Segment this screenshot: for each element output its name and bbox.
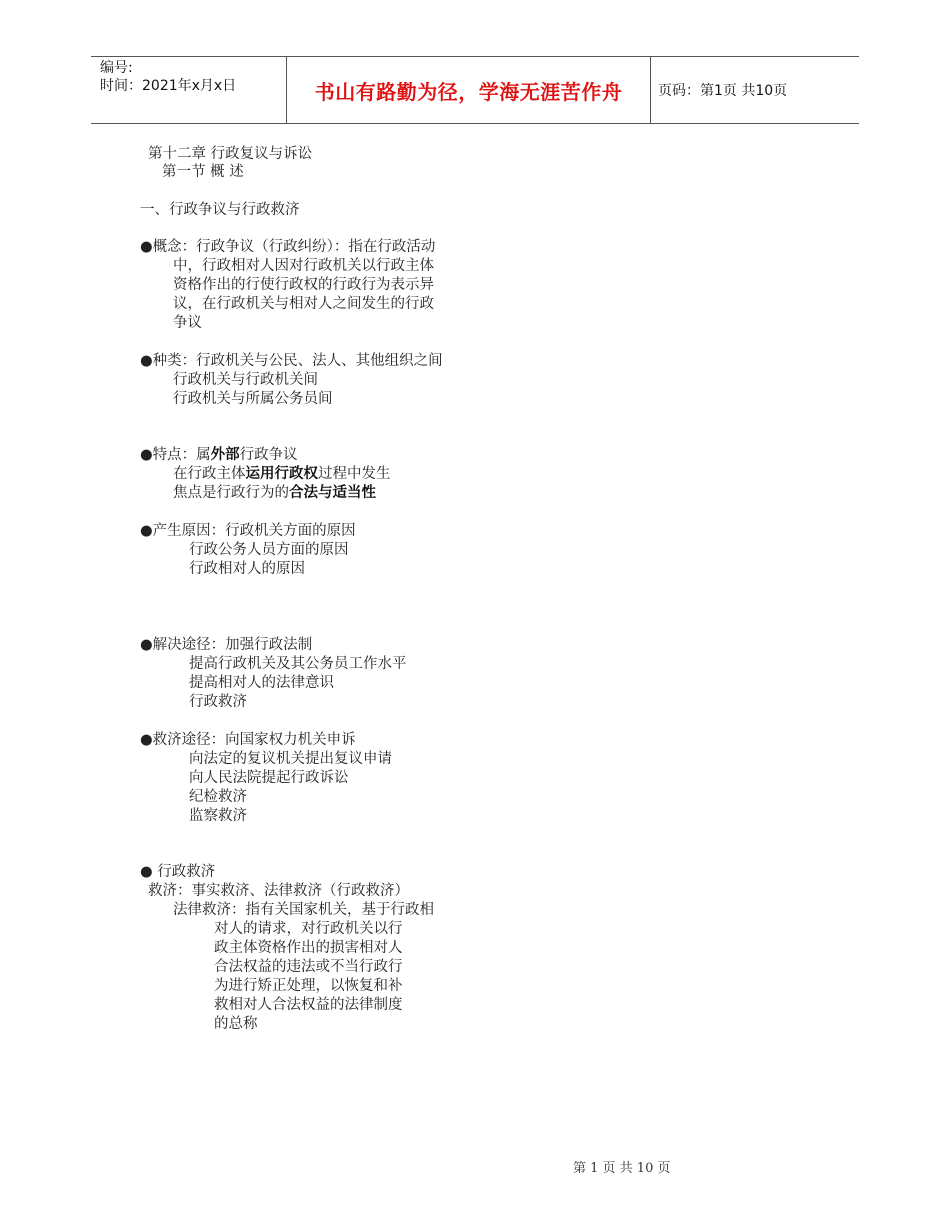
chapter-title: 第十二章 行政复议与诉讼	[148, 146, 313, 162]
features-line-3	[173, 484, 376, 503]
number-label: 编号:	[100, 60, 133, 76]
features-text: 过程中发生	[318, 466, 391, 482]
section-title: 第一节 概 述	[162, 164, 244, 180]
legal-relief-line: 救相对人合法权益的法律制度	[214, 997, 403, 1013]
solutions-line: ●解决途径：加强行政法制	[140, 637, 313, 653]
causes-line: ●产生原因：行政机关方面的原因	[140, 523, 356, 539]
types-line: ●种类：行政机关与公民、法人、其他组织之间	[140, 353, 443, 369]
legal-relief-line: 为进行矫正处理，以恢复和补	[214, 978, 403, 994]
features-text: ●特点：属	[140, 447, 211, 463]
page-footer: 第 1 页 共 10 页	[573, 1161, 671, 1176]
page-header	[91, 56, 859, 124]
features-text: 焦点是行政行为的	[173, 485, 289, 501]
relief-line: ●救济途径：向国家权力机关申诉	[140, 732, 356, 748]
concept-line: 议，在行政机关与相对人之间发生的行政	[173, 296, 434, 312]
legal-relief-line: 的总称	[214, 1016, 258, 1032]
time-label: 时间：2021年x月x日	[100, 78, 237, 94]
causes-line: 行政相对人的原因	[189, 561, 305, 577]
heading-admin-dispute: 一、行政争议与行政救济	[140, 202, 300, 218]
concept-line: ●概念：行政争议（行政纠纷）：指在行政活动	[140, 239, 436, 255]
legal-relief-line: 政主体资格作出的损害相对人	[214, 940, 403, 956]
causes-line: 行政公务人员方面的原因	[189, 542, 349, 558]
admin-relief-title: ● 行政救济	[140, 864, 216, 880]
solutions-line: 提高相对人的法律意识	[189, 675, 334, 691]
solutions-line: 提高行政机关及其公务员工作水平	[189, 656, 407, 672]
concept-line: 中，行政相对人因对行政机关以行政主体	[173, 258, 434, 274]
admin-relief-kinds: 救济：事实救济、法律救济（行政救济）	[148, 883, 409, 899]
features-line-1	[140, 446, 298, 465]
header-motto: 书山有路勤为径，学海无涯苦作舟	[286, 57, 651, 123]
features-emphasis: 外部	[210, 447, 240, 463]
header-meta	[100, 59, 236, 95]
features-text: 在行政主体	[173, 466, 246, 482]
types-line: 行政机关与行政机关间	[173, 372, 318, 388]
concept-line: 资格作出的行使行政权的行政行为表示异	[173, 277, 434, 293]
features-emphasis: 合法与适当性	[289, 485, 376, 501]
header-page-info: 页码：第1页 共10页	[658, 83, 788, 99]
relief-line: 向人民法院提起行政诉讼	[189, 770, 349, 786]
solutions-line: 行政救济	[189, 694, 247, 710]
relief-line: 纪检救济	[189, 789, 247, 805]
legal-relief-line: 法律救济：指有关国家机关，基于行政相	[173, 902, 434, 918]
relief-line: 监察救济	[189, 808, 247, 824]
features-line-2	[173, 465, 391, 484]
legal-relief-line: 对人的请求，对行政机关以行	[214, 921, 403, 937]
legal-relief-line: 合法权益的违法或不当行政行	[214, 959, 403, 975]
relief-line: 向法定的复议机关提出复议申请	[189, 751, 392, 767]
types-line: 行政机关与所属公务员间	[173, 391, 333, 407]
concept-line: 争议	[173, 315, 202, 331]
features-text: 行政争议	[239, 447, 298, 463]
features-emphasis: 运用行政权	[245, 466, 318, 482]
